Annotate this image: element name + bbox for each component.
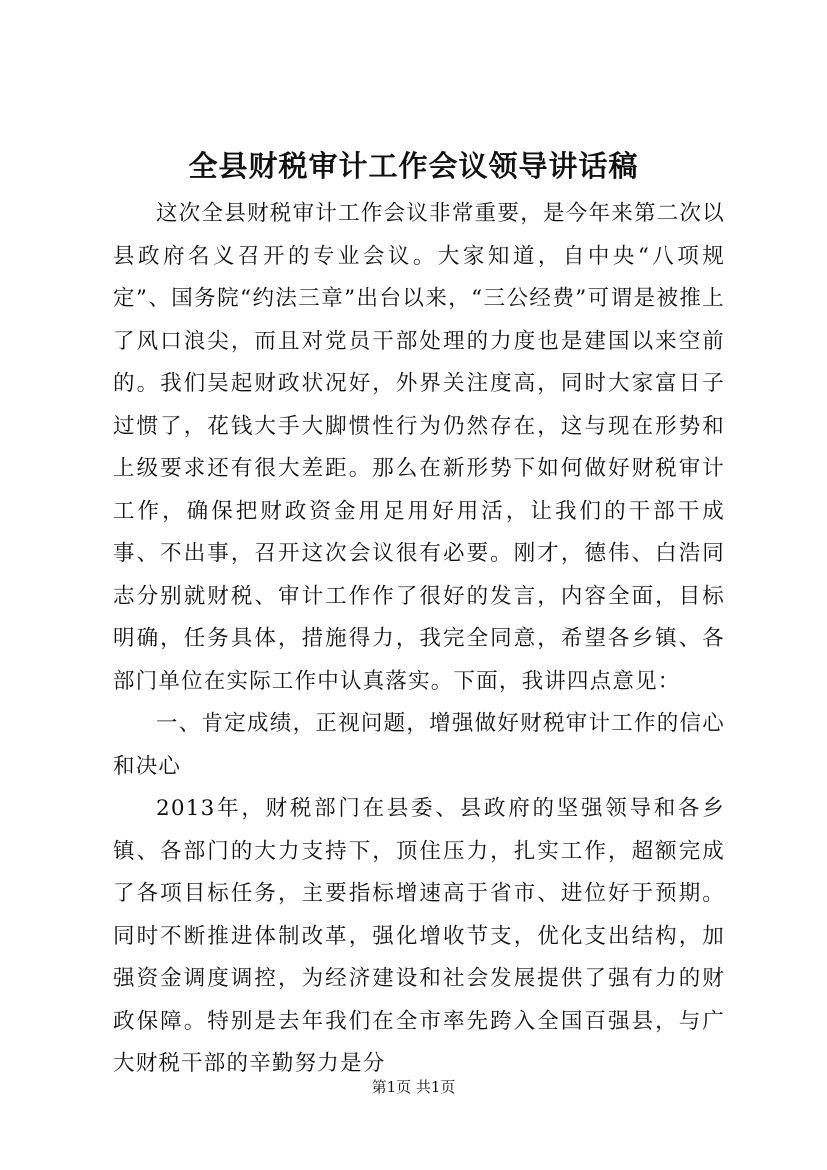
paragraph-2013: 2013年，财税部门在县委、县政府的坚强领导和各乡镇、各部门的大力支持下，顶住压力，扎实工作，超额完成了各项目标任务，主要指标增速高于省市、进位好于预期。同时不断推进体制改革，强化增收节支，优化支出结构，加强资金调度调控，为经济建设和社会发展提供了强有力的财政保障。特别是去年我们在全市率先跨入全国百强县，与广大财税干部的辛勤努力是分 (113, 796, 725, 1076)
document-body (113, 193, 725, 1086)
section-heading-1: 一、肯定成绩，正视问题，增强做好财税审计工作的信心和决心 (113, 711, 725, 779)
paragraph-intro: 这次全县财税审计工作会议非常重要，是今年来第二次以县政府名义召开的专业会议。大家知道，自中央“八项规定”、国务院“约法三章”出台以来，“三公经费”可谓是被推上了风口浪尖，而且对党员干部处理的力度也是建国以来空前的。我们吴起财政状况好，外界关注度高，同时大家富日子过惯了，花钱大手大脚惯性行为仍然存在，这与现在形势和上级要求还有很大差距。那么在新形势下如何做好财税审计工作，确保把财政资金用足用好用活，让我们的干部干成事、不出事，召开这次会议很有必要。刚才，德伟、白浩同志分别就财税、审计工作作了很好的发言，内容全面，目标明确，任务具体，措施得力，我完全同意，希望各乡镇、各部门单位在实际工作中认真落实。下面，我讲四点意见： (113, 201, 725, 694)
page-footer: 第1页 共1页 (371, 1078, 456, 1096)
document-title: 全县财税审计工作会议领导讲话稿 (188, 149, 639, 183)
